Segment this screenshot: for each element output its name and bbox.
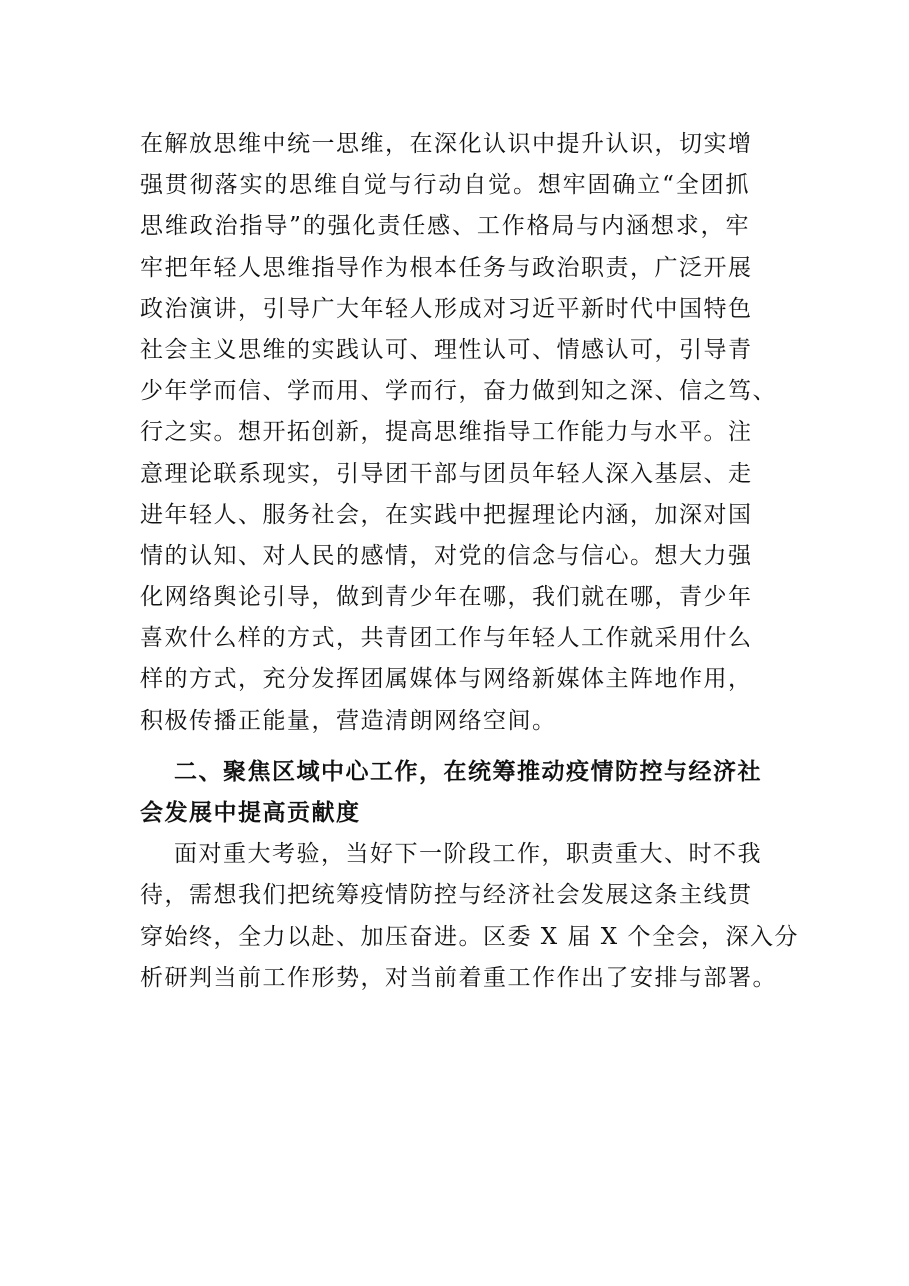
paragraph-1-line: 积极传播正能量，营造清朗网络空间。	[140, 707, 557, 734]
paragraph-1-line: 行之实。想开拓创新，提高思维指导工作能力与水平。注	[140, 419, 753, 446]
paragraph-2-line: 待，需想我们把统筹疫情防控与经济社会发展这条主线贯	[140, 882, 753, 909]
paragraph-1-line: 化网络舆论引导，做到青少年在哪，我们就在哪，青少年	[140, 584, 753, 611]
paragraph-1-line: 情的认知、对人民的感情，对党的信念与信心。想大力强	[140, 542, 753, 569]
paragraph-1-line: 喜欢什么样的方式，共青团工作与年轻人工作就采用什么	[140, 625, 753, 652]
paragraph-1-line: 强贯彻落实的思维自觉与行动自觉。想牢固确立“全团抓	[140, 172, 750, 199]
paragraph-1-line: 在解放思维中统一思维，在深化认识中提升认识，切实增	[140, 131, 753, 157]
paragraph-2-line: 穿始终，全力以赴、加压奋进。区委 X 届 X 个全会，深入分	[140, 923, 799, 950]
paragraph-1-line: 进年轻人、服务社会，在实践中把握理论内涵，加深对国	[140, 501, 753, 528]
paragraph-1-line: 牢把年轻人思维指导作为根本任务与政治职责，广泛开展	[140, 254, 753, 281]
paragraph-1-line: 政治演讲，引导广大年轻人形成对习近平新时代中国特色	[140, 295, 753, 322]
paragraph-2-line: 析研判当前工作形势，对当前着重工作作出了安排与部署。	[140, 964, 777, 991]
paragraph-1-line: 样的方式，充分发挥团属媒体与网络新媒体主阵地作用，	[140, 666, 753, 693]
paragraph-1-line: 思维政治指导”的强化责任感、工作格局与内涵想求，牢	[140, 213, 750, 240]
section-heading-line: 会发展中提高贡献度	[140, 800, 361, 826]
paragraph-2-line: 面对重大考验，当好下一阶段工作，职责重大、时不我	[174, 841, 762, 868]
document-body	[140, 124, 799, 999]
paragraph-1-line: 社会主义思维的实践认可、理性认可、情感认可，引导青	[140, 336, 753, 363]
paragraph-1-line: 意理论联系现实，引导团干部与团员年轻人深入基层、走	[140, 460, 753, 487]
paragraph-1-line: 少年学而信、学而用、学而行，奋力做到知之深、信之笃、	[140, 378, 777, 405]
section-heading-line: 二、聚焦区域中心工作，在统筹推动疫情防控与经济社	[174, 758, 762, 785]
